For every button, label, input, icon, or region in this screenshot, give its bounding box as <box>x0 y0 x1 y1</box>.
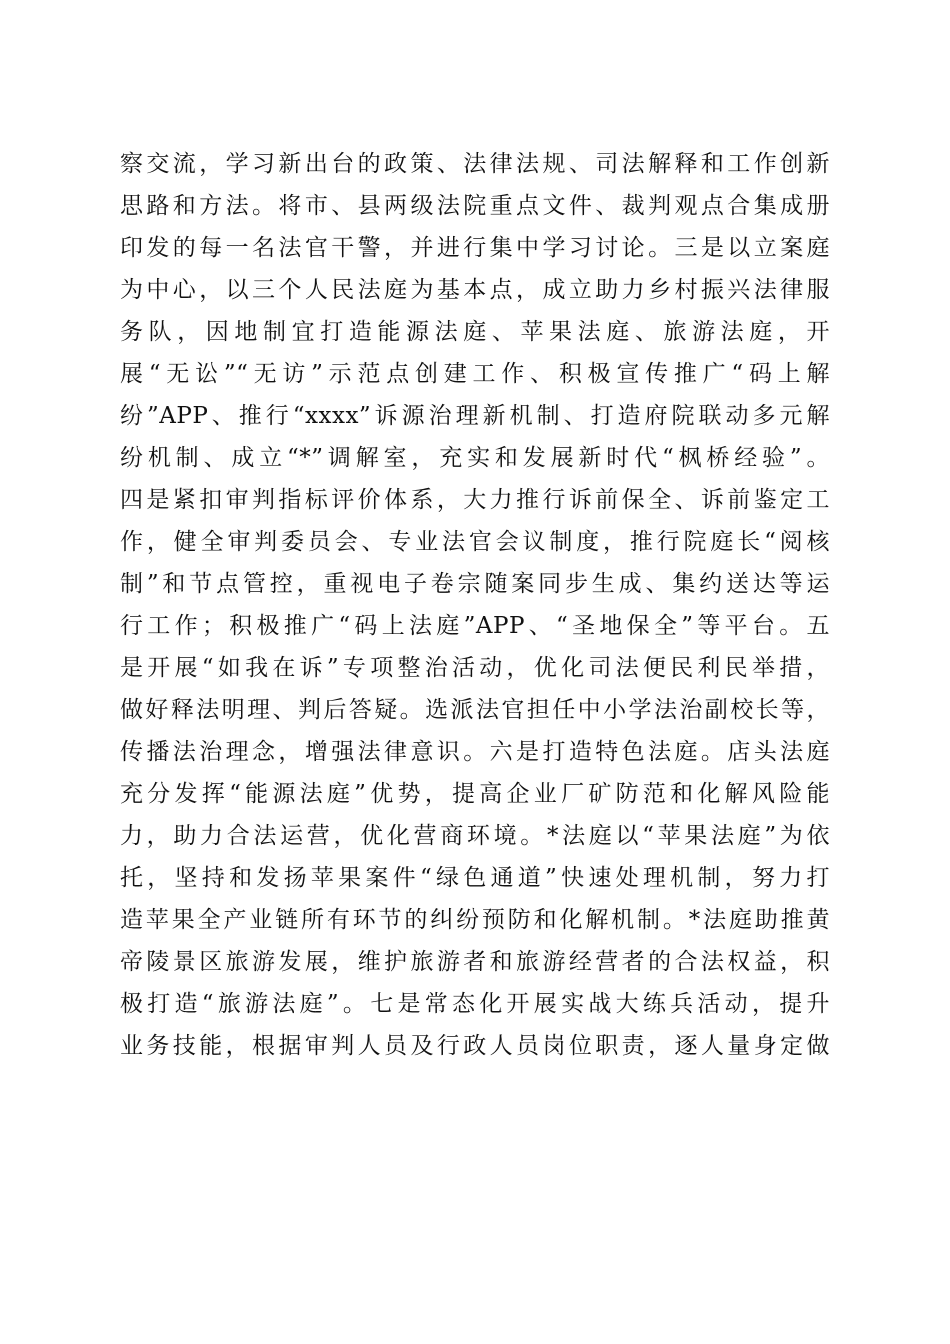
text-line-11: 制”和节点管控，重视电子卷宗随案同步生成、集约送达等运 <box>120 571 830 597</box>
text-line-4: 为中心，以三个人民法庭为基本点，成立助力乡村振兴法律服 <box>120 277 830 303</box>
text-line-15: 传播法治理念，增强法律意识。六是打造特色法庭。店头法庭 <box>120 739 830 765</box>
text-line-16: 充分发挥“能源法庭”优势，提高企业厂矿防范和化解风险能 <box>120 781 830 807</box>
text-line-6: 展“无讼”“无访”示范点创建工作、积极宣传推广“码上解 <box>120 361 830 387</box>
text-line-3: 印发的每一名法官干警，并进行集中学习讨论。三是以立案庭 <box>120 235 830 261</box>
text-line-10: 作，健全审判委员会、专业法官会议制度，推行院庭长“阅核 <box>120 529 830 555</box>
text-line-12: 行工作；积极推广“码上法庭”APP、“圣地保全”等平台。五 <box>120 613 830 639</box>
text-line-21: 极打造“旅游法庭”。七是常态化开展实战大练兵活动，提升 <box>120 991 830 1017</box>
text-line-19: 造苹果全产业链所有环节的纠纷预防和化解机制。*法庭助推黄 <box>120 907 830 933</box>
text-line-18: 托，坚持和发扬苹果案件“绿色通道”快速处理机制，努力打 <box>120 865 830 891</box>
text-line-2: 思路和方法。将市、县两级法院重点文件、裁判观点合集成册 <box>120 193 830 219</box>
text-line-14: 做好释法明理、判后答疑。选派法官担任中小学法治副校长等， <box>120 697 830 723</box>
body-text <box>120 143 830 1067</box>
text-line-20: 帝陵景区旅游发展，维护旅游者和旅游经营者的合法权益，积 <box>120 949 830 975</box>
text-line-7: 纷”APP、推行“xxxx”诉源治理新机制、打造府院联动多元解 <box>120 403 830 429</box>
text-line-17: 力，助力合法运营，优化营商环境。*法庭以“苹果法庭”为依 <box>120 823 830 849</box>
text-line-8: 纷机制、成立“*”调解室，充实和发展新时代“枫桥经验”。 <box>120 445 830 471</box>
text-line-1: 察交流，学习新出台的政策、法律法规、司法解释和工作创新 <box>120 151 830 177</box>
text-line-5: 务队，因地制宜打造能源法庭、苹果法庭、旅游法庭，开 <box>120 319 830 345</box>
text-line-9: 四是紧扣审判指标评价体系，大力推行诉前保全、诉前鉴定工 <box>120 487 830 513</box>
text-line-13: 是开展“如我在诉”专项整治活动，优化司法便民利民举措， <box>120 655 830 681</box>
text-line-22: 业务技能，根据审判人员及行政人员岗位职责，逐人量身定做 <box>120 1033 830 1059</box>
